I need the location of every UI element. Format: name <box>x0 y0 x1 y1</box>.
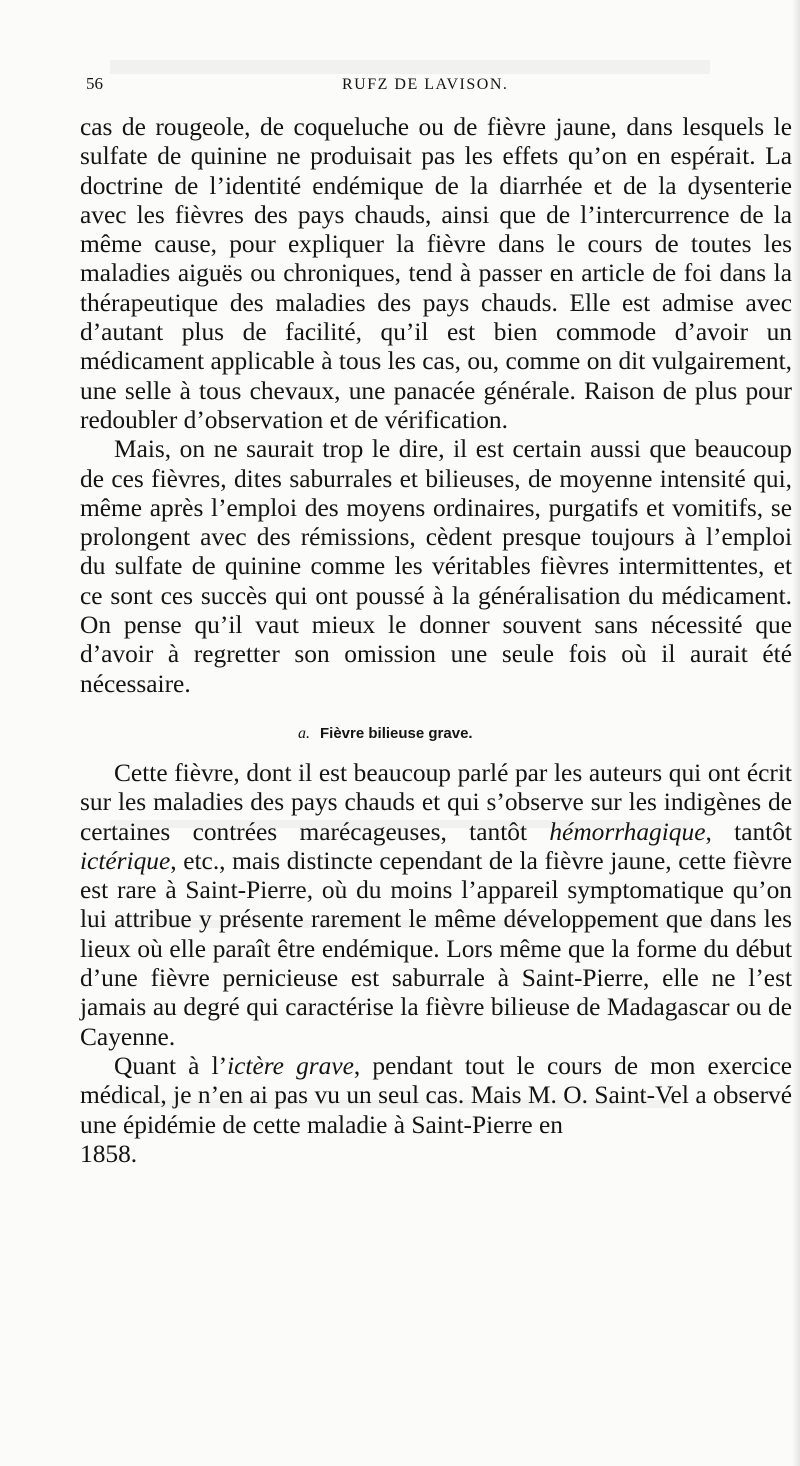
paragraph-4 <box>80 1052 792 1140</box>
section-title: Fièvre bilieuse grave. <box>320 724 473 742</box>
page-number: 56 <box>86 74 103 93</box>
paragraph-3-text-c: , etc., mais distincte cependant de la fièvre jaune, cette fièvre est rare à Saint-Pierre, où du moins l’appareil symptomatique qu’on lui attribue y présente rarement le même développement que dans les lieux où elle paraît être endémique. Lors même que la forme du début d’une fièvre pernicieuse est saburrale à Saint-Pierre, elle ne l’est jamais au degré qui caractérise la fièvre bilieuse de Madagascar ou de Cayenne. <box>80 846 792 1051</box>
paragraph-3-italic-a: hémorrhagique <box>549 817 706 846</box>
running-head: RUFZ DE LAVISON. <box>342 76 509 93</box>
body-text <box>80 113 792 1169</box>
page-header <box>0 74 800 104</box>
page-edge-shadow <box>792 0 800 1466</box>
paragraph-1: cas de rougeole, de coqueluche ou de fièvre jaune, dans lesquels le sulfate de quinine ne produisait pas les effets qu’on en espérait. La doctrine de l’identité endémique de la diarrhée et de la dysenterie avec les fièvres des pays chauds, ainsi que de l’intercurrence de la même cause, pour expliquer la fièvre dans le cours de toutes les maladies aiguës ou chroniques, tend à passer en article de foi dans la thérapeutique des maladies des pays chauds. Elle est admise avec d’autant plus de facilité, qu’il est bien commode d’avoir un médicament applicable à tous les cas, ou, comme on dit vulgairement, une selle à tous chevaux, une panacée générale. Raison de plus pour redoubler d’observation et de vérification. <box>80 113 792 434</box>
paragraph-4-year: 1858. <box>80 1139 138 1168</box>
paragraph-3-text-a: Cette fièvre, dont il est beaucoup parlé par les auteurs qui ont écrit sur les maladies des pays chauds et qui s’observe sur les indigènes de certaines contrées marécageuses, tantôt <box>80 758 792 846</box>
paragraph-4-text-b: , pendant tout le cours de mon exercice médical, je n’en ai pas vu un seul cas. Mais M. O. Saint-Vel a observé une épidémie de cette maladie à Saint-Pierre en <box>80 1051 792 1139</box>
section-heading <box>80 723 792 745</box>
paragraph-3 <box>80 759 792 1052</box>
paragraph-4-text-a: Quant à l’ <box>114 1051 228 1080</box>
paragraph-2: Mais, on ne saurait trop le dire, il est certain aussi que beaucoup de ces fièvres, dites saburrales et bilieuses, de moyenne intensité qui, même après l’emploi des moyens ordinaires, purgatifs et vomitifs, se prolongent avec des rémissions, cèdent presque toujours à l’emploi du sulfate de quinine comme les véritables fièvres intermittentes, et ce sont ces succès qui ont poussé à la généralisation du médicament. On pense qu’il vaut mieux le donner souvent sans nécessité que d’avoir à regretter son omission une seule fois où il aurait été nécessaire. <box>80 435 792 698</box>
section-letter: a. <box>298 724 310 742</box>
paragraph-4-italic-a: ictère grave <box>227 1051 354 1080</box>
paragraph-3-italic-b: ictérique <box>80 846 171 875</box>
paragraph-3-text-b: , tantôt <box>705 817 792 846</box>
